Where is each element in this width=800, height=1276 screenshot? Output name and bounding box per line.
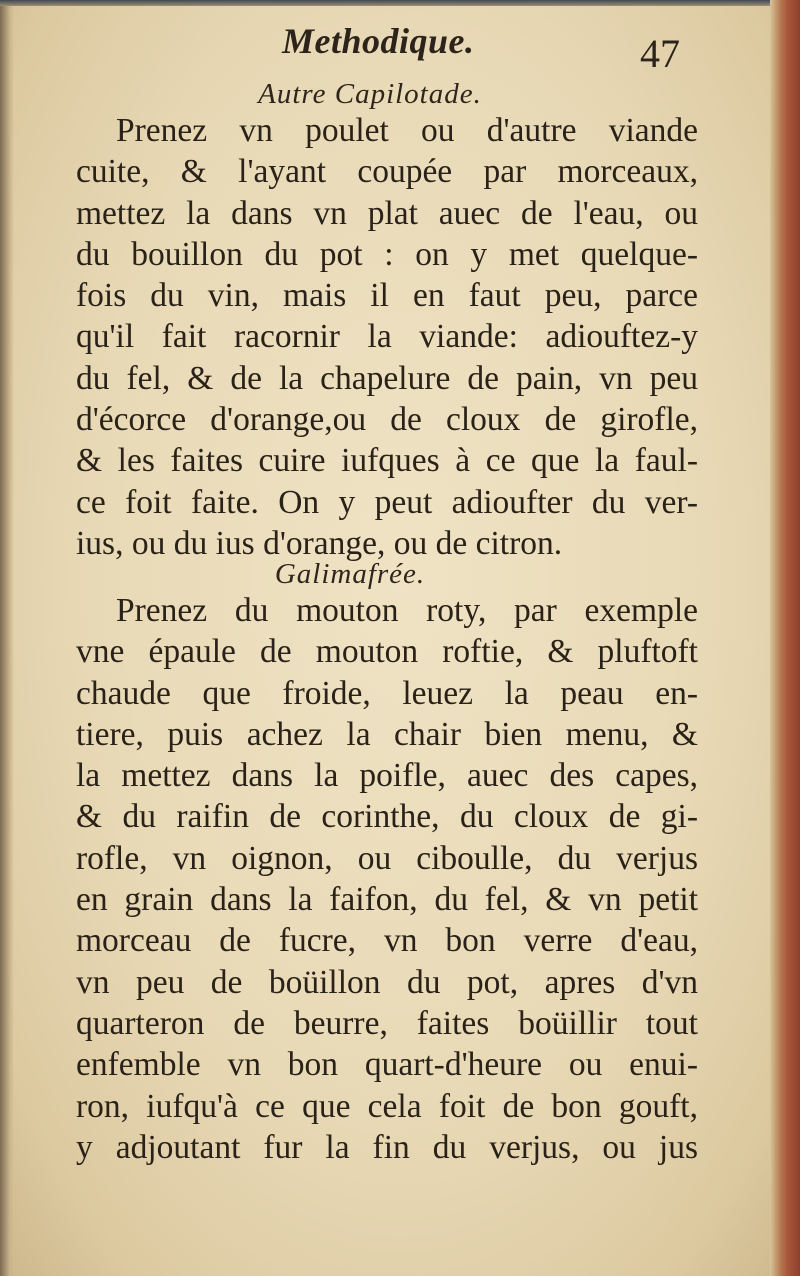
running-head: Methodique. — [282, 21, 475, 61]
page-top-shadow — [0, 0, 800, 6]
section-heading-capilotade: Autre Capilotade. — [258, 78, 482, 110]
text-line: rofle, vn oignon, ou ciboulle, du verjus — [76, 839, 698, 877]
page-header — [0, 14, 760, 74]
text-line: vne épaule de mouton roftie, & pluftoft — [76, 633, 698, 671]
text-line: enfemble vn bon quart-d'heure ou enui- — [76, 1046, 698, 1084]
text-line: tiere, puis achez la chair bien menu, & — [76, 715, 698, 753]
text-line: mettez la dans vn plat auec de l'eau, ou — [76, 194, 698, 232]
section-heading-galimafree: Galimafrée. — [274, 558, 426, 590]
text-line: y adjoutant fur la fin du verjus, ou jus — [76, 1128, 698, 1166]
text-line: qu'il fait racornir la viande: adiouftez-y — [76, 318, 698, 356]
text-line: chaude que froide, leuez la peau en- — [76, 674, 698, 712]
page-edge — [770, 0, 800, 1276]
text-line: & du raifin de corinthe, du cloux de gi- — [76, 798, 698, 836]
text-line: & les faites cuire iufques à ce que la faul- — [76, 442, 698, 480]
text-line: ron, iufqu'à ce que cela foit de bon gouft, — [76, 1087, 698, 1125]
text-line: cuite, & l'ayant coupée par morceaux, — [76, 153, 698, 191]
text-line: la mettez dans la poifle, auec des capes, — [76, 757, 698, 795]
text-line: du bouillon du pot : on y met quelque- — [76, 235, 698, 273]
text-line: du fel, & de la chapelure de pain, vn peu — [76, 359, 698, 397]
page-number: 47 — [640, 31, 680, 76]
paragraph-galimafree — [76, 590, 698, 1168]
text-line: quarteron de beurre, faites boüillir tout — [76, 1004, 698, 1042]
text-line: d'écorce d'orange,ou de cloux de girofle, — [76, 401, 698, 439]
text-line: Prenez vn poulet ou d'autre viande — [116, 112, 698, 149]
text-line: Prenez du mouton roty, par exemple — [116, 592, 698, 629]
paragraph-capilotade — [76, 110, 698, 564]
text-line: en grain dans la faifon, du fel, & vn petit — [76, 881, 698, 919]
text-line: morceau de fucre, vn bon verre d'eau, — [76, 922, 698, 960]
text-line: fois du vin, mais il en faut peu, parce — [76, 277, 698, 315]
text-line: vn peu de boüillon du pot, apres d'vn — [76, 963, 698, 1001]
text-line: ius, ou du ius d'orange, ou de citron. — [76, 524, 563, 562]
text-line: ce foit faite. On y peut adioufter du ver- — [76, 483, 698, 521]
